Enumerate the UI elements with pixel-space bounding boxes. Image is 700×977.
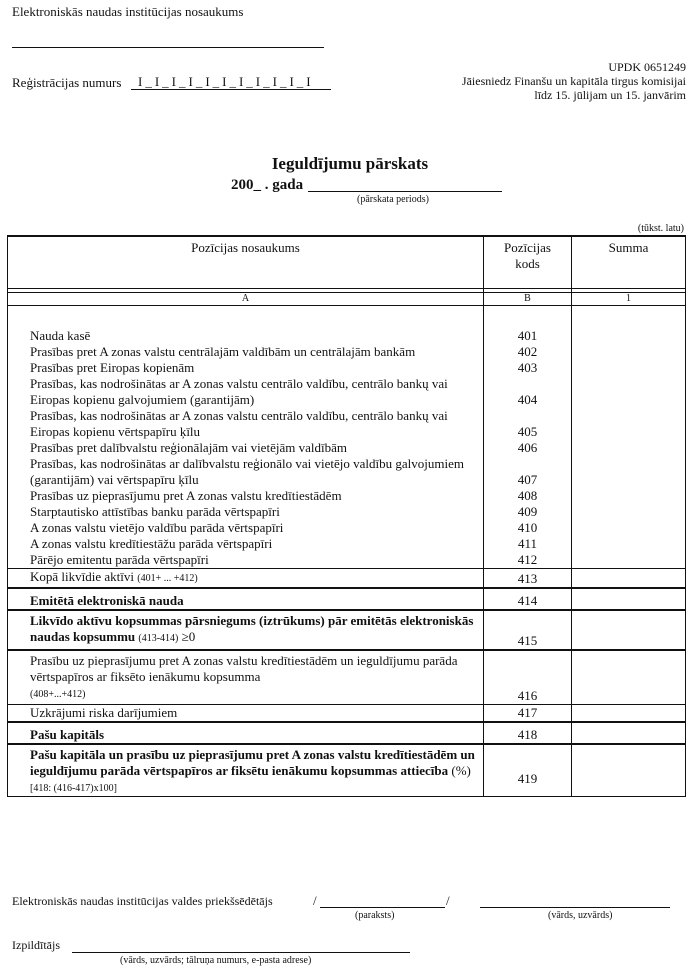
row-code: 418	[484, 722, 572, 744]
row-code: 401	[484, 328, 572, 344]
sum-cell-407[interactable]	[572, 456, 686, 488]
row-name	[8, 744, 484, 797]
row-419-note: [418: (416-417)x100]	[30, 782, 117, 794]
deadline: līdz 15. jūlijam un 15. janvārim	[534, 88, 686, 102]
table-row-provisions	[8, 704, 686, 722]
row-415-name: Likvīdo aktīvu kopsummas pārsniegums (iztrūkums) pār emitētās elektroniskās naudas kopsummu	[30, 612, 474, 644]
sum-cell-401[interactable]	[572, 328, 686, 344]
table-row-ratio	[8, 744, 686, 797]
period-caption: (pārskata periods)	[357, 194, 429, 205]
chair-label: Elektroniskās naudas institūcijas valdes priekšsēdētājs	[12, 894, 273, 908]
row-name: Prasības uz pieprasījumu pret A zonas valstu kredītiestādēm	[8, 488, 484, 504]
year-label: 200_ . gada	[231, 177, 304, 193]
row-code: 415	[484, 610, 572, 650]
row-code: 416	[484, 650, 572, 705]
reg-label: Reģistrācijas numurs	[12, 75, 122, 90]
form-code: UPDK 0651249	[608, 60, 686, 74]
sum-cell-411[interactable]	[572, 536, 686, 552]
row-code: 402	[484, 344, 572, 360]
row-code: 407	[484, 456, 572, 488]
row-code: 410	[484, 520, 572, 536]
row-name: Nauda kasē	[8, 328, 484, 344]
units-label: (tūkst. latu)	[637, 223, 684, 234]
table-row-claims	[8, 650, 686, 705]
row-name: Prasības pret A zonas valstu centrālajām valdībām un centrālajām bankām	[8, 344, 484, 360]
sum-cell-419[interactable]	[572, 744, 686, 797]
table-row	[8, 376, 686, 408]
row-name: A zonas valstu vietējo valdību parāda vērtspapīri	[8, 520, 484, 536]
row-name: Prasības, kas nodrošinātas ar A zonas valstu centrālo valdību, centrālo bankų vai Eiropas kopienu galvojumiem (garantijām)	[8, 376, 484, 408]
table-row-excess	[8, 610, 686, 650]
sum-cell-410[interactable]	[572, 520, 686, 536]
reg-number-boxes: I_I_I_I_I_I_I_I_I_I_I	[138, 74, 314, 89]
sum-cell-409[interactable]	[572, 504, 686, 520]
letter-a: A	[8, 293, 484, 306]
table-row	[8, 456, 686, 488]
header-code: Pozīcijas kods	[484, 236, 572, 289]
row-name: Prasības, kas nodrošinātas ar A zonas valstu centrālo valdību, centrālo bankų vai Eiropas kopienu vērtspapīru ķīlu	[8, 408, 484, 440]
row-name: A zonas valstu kredītiestāžu parāda vērtspapīri	[8, 536, 484, 552]
table-row	[8, 440, 686, 456]
institution-line[interactable]	[12, 47, 324, 48]
page-title: Ieguldījumu pārskats	[271, 154, 429, 173]
row-419-unit: (%)	[451, 762, 471, 778]
row-413-name: Kopā likvīdie aktīvi	[30, 568, 134, 584]
table-row	[8, 504, 686, 520]
row-code: 404	[484, 376, 572, 408]
row-code: 414	[484, 588, 572, 610]
row-code: 412	[484, 552, 572, 569]
executor-caption: (vārds, uzvārds; tālruņa numurs, e-pasta adrese)	[120, 955, 312, 966]
row-code: 408	[484, 488, 572, 504]
sum-cell-405[interactable]	[572, 408, 686, 440]
row-name	[8, 568, 484, 588]
signature-line[interactable]	[320, 907, 445, 908]
row-419-name: Pašu kapitāla un prasību uz pieprasījumu pret A zonas valstu kredītiestādēm un ieguldījumu parāda vērtspapīros ar fiksētu ienākumu kopsummas attiecība	[30, 746, 475, 778]
table-letters	[8, 293, 686, 306]
row-name	[8, 610, 484, 650]
sum-cell-416[interactable]	[572, 650, 686, 705]
sum-cell-406[interactable]	[572, 440, 686, 456]
sum-cell-418[interactable]	[572, 722, 686, 744]
row-name: Pārējo emitentu parāda vērtspapīri	[8, 552, 484, 569]
sum-cell-414[interactable]	[572, 588, 686, 610]
row-name: Prasības pret dalībvalstu reģionālajām vai vietējām valdībām	[8, 440, 484, 456]
period-line[interactable]	[308, 191, 502, 192]
row-code: 419	[484, 744, 572, 797]
row-416-note: (408+...+412)	[30, 688, 86, 700]
sum-cell-404[interactable]	[572, 376, 686, 408]
row-name: Emitētā elektroniskā nauda	[8, 588, 484, 610]
table-row	[8, 488, 686, 504]
table-row	[8, 552, 686, 569]
letter-b: B	[484, 293, 572, 306]
row-code: 417	[484, 704, 572, 722]
table-row	[8, 328, 686, 344]
executor-label: Izpildītājs	[12, 938, 60, 952]
row-code: 405	[484, 408, 572, 440]
name-caption: (vārds, uzvārds)	[548, 910, 613, 921]
row-name: Prasības pret Eiropas kopienām	[8, 360, 484, 376]
table-header	[8, 236, 686, 289]
sum-cell-415[interactable]	[572, 610, 686, 650]
chair-name-line[interactable]	[480, 907, 670, 908]
row-code: 411	[484, 536, 572, 552]
form-meta	[462, 60, 686, 102]
table-row-total-liquid	[8, 568, 686, 588]
executor-line[interactable]	[72, 952, 410, 953]
header-name: Pozīcijas nosaukums	[8, 236, 484, 289]
slash-1: /	[313, 893, 317, 908]
table-row-capital	[8, 722, 686, 744]
header-sum: Summa	[572, 236, 686, 289]
table-row	[8, 360, 686, 376]
table-row	[8, 536, 686, 552]
submit-to: Jāiesniedz Finanšu un kapitāla tirgus komisijai	[461, 74, 686, 88]
table-row	[8, 408, 686, 440]
row-name	[8, 650, 484, 705]
row-code: 403	[484, 360, 572, 376]
row-416-name: Prasību uz pieprasījumu pret A zonas valstu kredītiestādēm un ieguldījumu parāda vērtspapīros ar fiksēto ienākumu kopsumma	[30, 652, 458, 684]
investment-table	[7, 235, 686, 797]
sum-cell-402[interactable]	[572, 344, 686, 360]
sum-cell-403[interactable]	[572, 360, 686, 376]
row-name: Starptautisko attīstības banku parāda vērtspapīri	[8, 504, 484, 520]
sum-cell-417[interactable]	[572, 704, 686, 722]
row-name: Uzkrājumi riska darījumiem	[8, 704, 484, 722]
sum-cell-412[interactable]	[572, 552, 686, 569]
table-row	[8, 344, 686, 360]
institution-label: Elektroniskās naudas institūcijas nosaukums	[12, 4, 244, 19]
letter-c: 1	[572, 293, 686, 306]
signature-caption: (paraksts)	[355, 910, 395, 921]
sum-cell-413[interactable]	[572, 568, 686, 588]
sum-cell-408[interactable]	[572, 488, 686, 504]
row-name: Pašu kapitāls	[8, 722, 484, 744]
row-code: 409	[484, 504, 572, 520]
table-row	[8, 520, 686, 536]
row-name: Prasības, kas nodrošinātas ar dalībvalstu reģionālo vai vietējo valdību galvojumiem (garantijām) vai vērtspapīru ķīlu	[8, 456, 484, 488]
row-413-note: (401+ ... +412)	[137, 572, 198, 584]
slash-2: /	[446, 893, 450, 908]
row-code: 406	[484, 440, 572, 456]
row-415-note: (413-414)	[138, 632, 179, 644]
table-row-emitted	[8, 588, 686, 610]
row-415-cond: ≥0	[181, 628, 196, 644]
row-code: 413	[484, 568, 572, 588]
